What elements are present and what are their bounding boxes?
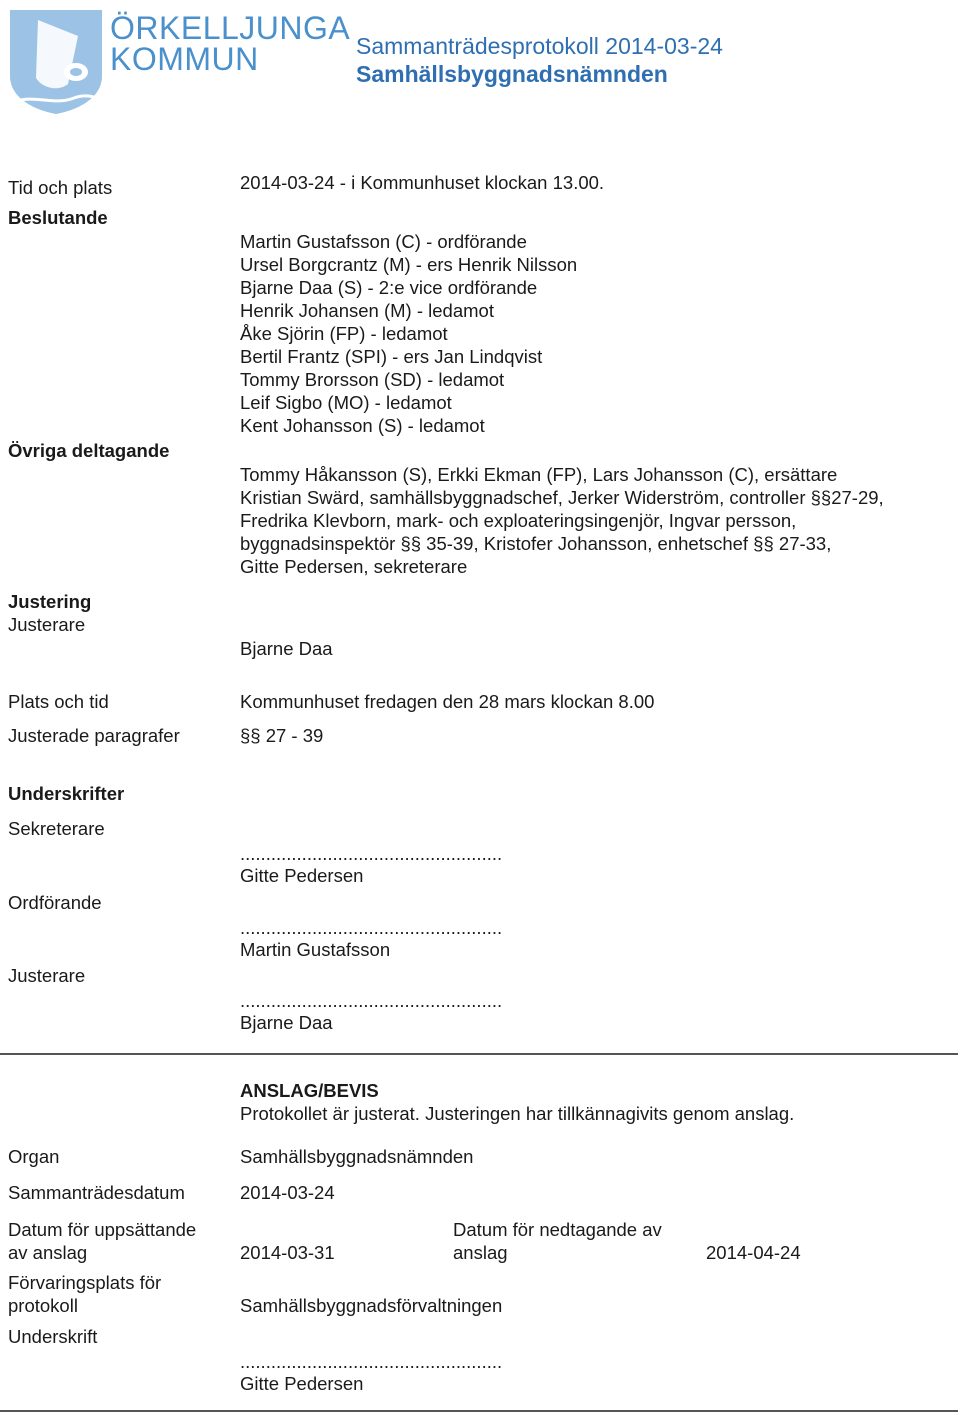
document-title: Sammanträdesprotokoll 2014-03-24 xyxy=(356,33,723,59)
adjuster-signature-line: ................................................... xyxy=(240,990,503,1011)
chair-signature-line: ................................................... xyxy=(240,917,503,938)
storage-label xyxy=(8,1271,161,1317)
others-line: Gitte Pedersen, sekreterare xyxy=(240,556,468,577)
logo-name-line2: KOMMUN xyxy=(110,41,259,77)
chair-label: Ordförande xyxy=(8,892,102,913)
post-date-label-line2: av anslag xyxy=(8,1242,88,1263)
member-line: Bertil Frantz (SPI) - ers Jan Lindqvist xyxy=(240,346,543,367)
sign-adjuster-name: Bjarne Daa xyxy=(240,1012,333,1033)
paragraphs-value: §§ 27 - 39 xyxy=(240,725,324,746)
others-line: byggnadsinspektör §§ 35-39, Kristofer Johansson, enhetschef §§ 27-33, xyxy=(240,533,832,554)
others-line: Tommy Håkansson (S), Erkki Ekman (FP), Lars Johansson (C), ersättare xyxy=(240,464,838,485)
adjuster-label: Justerare xyxy=(8,614,86,635)
secretary-signature-line: ................................................... xyxy=(240,843,503,864)
meeting-date-value: 2014-03-24 xyxy=(240,1182,335,1203)
signature-label: Underskrift xyxy=(8,1326,98,1347)
post-date-label xyxy=(8,1218,196,1264)
remove-date-label-line1: Datum för nedtagande av xyxy=(453,1219,662,1240)
time-place-label: Tid och plats xyxy=(8,177,113,198)
adjuster-name: Bjarne Daa xyxy=(240,638,333,659)
member-line: Tommy Brorsson (SD) - ledamot xyxy=(240,369,505,390)
others-line: Kristian Swärd, samhällsbyggnadschef, Jerker Widerström, controller §§27-29, xyxy=(240,487,884,508)
decision-label: Beslutande xyxy=(8,207,108,228)
member-line: Ursel Borgcrantz (M) - ers Henrik Nilsson xyxy=(240,254,578,275)
place-time-value: Kommunhuset fredagen den 28 mars klockan 8.00 xyxy=(240,691,655,712)
place-time-label: Plats och tid xyxy=(8,691,109,712)
organ-label: Organ xyxy=(8,1146,60,1167)
storage-label-line1: Förvaringsplats för xyxy=(8,1272,162,1293)
notice-signature-line: ................................................... xyxy=(240,1351,503,1372)
member-line: Bjarne Daa (S) - 2:e vice ordförande xyxy=(240,277,538,298)
municipality-logo xyxy=(8,6,104,116)
bell-emblem-icon xyxy=(8,6,104,116)
time-place-value: 2014-03-24 - i Kommunhuset klockan 13.00. xyxy=(240,172,605,193)
remove-date-label-line2: anslag xyxy=(453,1242,508,1263)
organ-value: Samhällsbyggnadsnämnden xyxy=(240,1146,474,1167)
signatures-heading: Underskrifter xyxy=(8,783,125,804)
paragraphs-label: Justerade paragrafer xyxy=(8,725,180,746)
meeting-date-label: Sammanträdesdatum xyxy=(8,1182,185,1203)
bottom-divider xyxy=(0,1410,958,1412)
secretary-name: Gitte Pedersen xyxy=(240,865,364,886)
secretary-label: Sekreterare xyxy=(8,818,105,839)
committee-name: Samhällsbyggnadsnämnden xyxy=(356,61,668,87)
post-date-label-line1: Datum för uppsättande xyxy=(8,1219,197,1240)
sign-adjuster-label: Justerare xyxy=(8,965,86,986)
notice-signature-name: Gitte Pedersen xyxy=(240,1373,364,1394)
remove-date-label xyxy=(453,1218,662,1264)
member-line: Kent Johansson (S) - ledamot xyxy=(240,415,485,436)
member-line: Åke Sjörin (FP) - ledamot xyxy=(240,323,448,344)
storage-label-line2: protokoll xyxy=(8,1295,78,1316)
remove-date-value: 2014-04-24 xyxy=(706,1242,801,1263)
member-line: Henrik Johansen (M) - ledamot xyxy=(240,300,494,321)
member-line: Martin Gustafsson (C) - ordförande xyxy=(240,231,527,252)
storage-value: Samhällsbyggnadsförvaltningen xyxy=(240,1295,503,1316)
others-list xyxy=(240,463,884,578)
notice-text: Protokollet är justerat. Justeringen har tillkännagivits genom anslag. xyxy=(240,1103,795,1124)
member-line: Leif Sigbo (MO) - ledamot xyxy=(240,392,452,413)
section-divider xyxy=(0,1053,958,1055)
logo-name-line1: ÖRKELLJUNGA xyxy=(110,10,351,46)
notice-heading: ANSLAG/BEVIS xyxy=(240,1080,379,1101)
decision-members-list xyxy=(240,230,577,437)
chair-name: Martin Gustafsson xyxy=(240,939,391,960)
others-line: Fredrika Klevborn, mark- och exploateringsingenjör, Ingvar persson, xyxy=(240,510,797,531)
others-label: Övriga deltagande xyxy=(8,440,170,461)
post-date-value: 2014-03-31 xyxy=(240,1242,335,1263)
adjust-heading: Justering xyxy=(8,591,92,612)
